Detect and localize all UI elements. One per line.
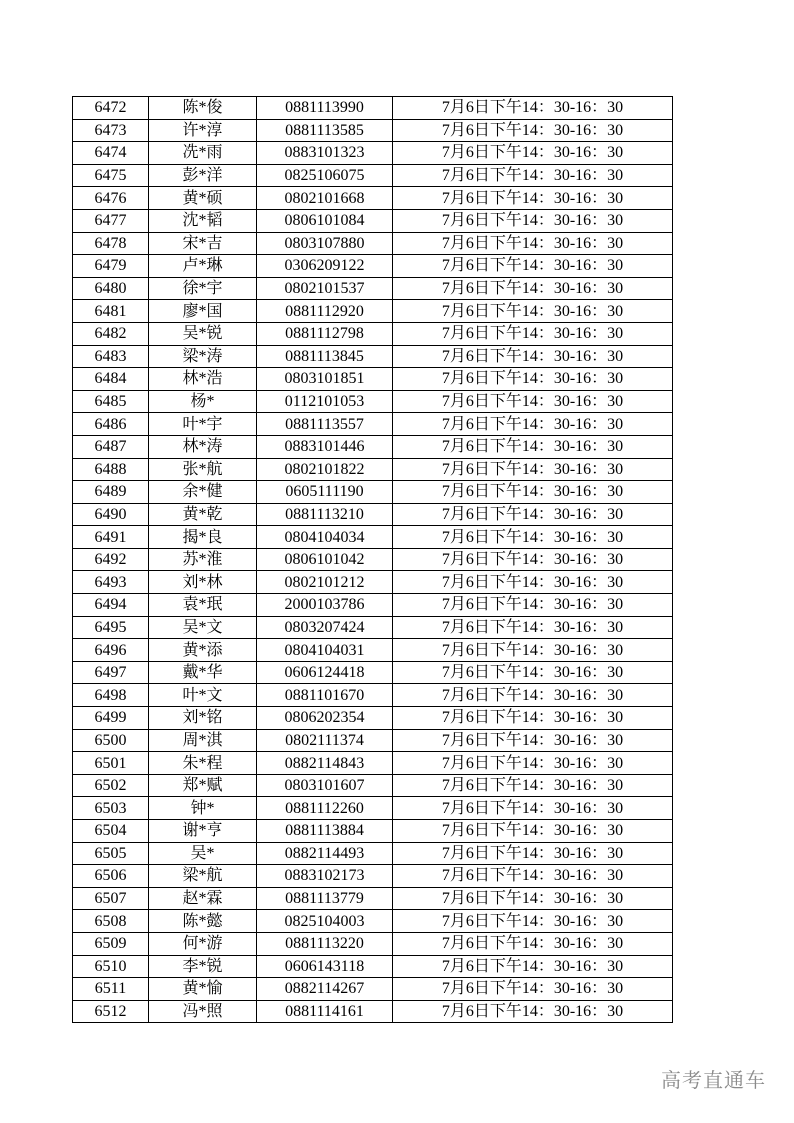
id-number-cell: 0804104034 — [257, 526, 393, 549]
name-cell: 许*淳 — [149, 119, 257, 142]
exam-time-cell: 7月6日下午14：30-16：30 — [393, 842, 673, 865]
name-cell: 黄*硕 — [149, 187, 257, 210]
table-row — [73, 368, 673, 391]
row-number-cell: 6505 — [73, 842, 149, 865]
name-cell: 黄*愉 — [149, 978, 257, 1001]
id-number-cell: 0803207424 — [257, 616, 393, 639]
id-number-cell: 0803107880 — [257, 232, 393, 255]
row-number-cell: 6500 — [73, 729, 149, 752]
exam-time-cell: 7月6日下午14：30-16：30 — [393, 865, 673, 888]
exam-time-cell: 7月6日下午14：30-16：30 — [393, 978, 673, 1001]
row-number-cell: 6483 — [73, 345, 149, 368]
exam-time-cell: 7月6日下午14：30-16：30 — [393, 887, 673, 910]
exam-time-cell: 7月6日下午14：30-16：30 — [393, 255, 673, 278]
exam-time-cell: 7月6日下午14：30-16：30 — [393, 142, 673, 165]
row-number-cell: 6487 — [73, 435, 149, 458]
name-cell: 林*涛 — [149, 435, 257, 458]
id-number-cell: 0882114267 — [257, 978, 393, 1001]
id-number-cell: 0881112260 — [257, 797, 393, 820]
name-cell: 朱*程 — [149, 752, 257, 775]
id-number-cell: 0883102173 — [257, 865, 393, 888]
table-row — [73, 322, 673, 345]
table-row — [73, 481, 673, 504]
row-number-cell: 6508 — [73, 910, 149, 933]
name-cell: 沈*韬 — [149, 209, 257, 232]
id-number-cell: 0802101668 — [257, 187, 393, 210]
row-number-cell: 6494 — [73, 594, 149, 617]
name-cell: 钟* — [149, 797, 257, 820]
id-number-cell: 0606143118 — [257, 955, 393, 978]
row-number-cell: 6503 — [73, 797, 149, 820]
name-cell: 冼*雨 — [149, 142, 257, 165]
exam-time-cell: 7月6日下午14：30-16：30 — [393, 684, 673, 707]
id-number-cell: 0803101851 — [257, 368, 393, 391]
exam-time-cell: 7月6日下午14：30-16：30 — [393, 345, 673, 368]
row-number-cell: 6486 — [73, 413, 149, 436]
row-number-cell: 6509 — [73, 932, 149, 955]
exam-time-cell: 7月6日下午14：30-16：30 — [393, 164, 673, 187]
row-number-cell: 6480 — [73, 277, 149, 300]
exam-time-cell: 7月6日下午14：30-16：30 — [393, 435, 673, 458]
row-number-cell: 6489 — [73, 481, 149, 504]
exam-time-cell: 7月6日下午14：30-16：30 — [393, 322, 673, 345]
row-number-cell: 6476 — [73, 187, 149, 210]
name-cell: 刘*林 — [149, 571, 257, 594]
name-cell: 苏*淮 — [149, 548, 257, 571]
table-row — [73, 435, 673, 458]
exam-time-cell: 7月6日下午14：30-16：30 — [393, 187, 673, 210]
row-number-cell: 6493 — [73, 571, 149, 594]
name-cell: 陈*俊 — [149, 97, 257, 120]
table-row — [73, 639, 673, 662]
watermark-text: 高考直通车 — [661, 1068, 766, 1092]
table-row — [73, 232, 673, 255]
row-number-cell: 6479 — [73, 255, 149, 278]
row-number-cell: 6507 — [73, 887, 149, 910]
row-number-cell: 6501 — [73, 752, 149, 775]
table-row — [73, 503, 673, 526]
name-cell: 吴*锐 — [149, 322, 257, 345]
row-number-cell: 6485 — [73, 390, 149, 413]
id-number-cell: 0806101084 — [257, 209, 393, 232]
id-number-cell: 0881113585 — [257, 119, 393, 142]
exam-time-cell: 7月6日下午14：30-16：30 — [393, 503, 673, 526]
row-number-cell: 6511 — [73, 978, 149, 1001]
exam-time-cell: 7月6日下午14：30-16：30 — [393, 300, 673, 323]
exam-time-cell: 7月6日下午14：30-16：30 — [393, 119, 673, 142]
table-row — [73, 1000, 673, 1023]
table-row — [73, 729, 673, 752]
exam-time-cell: 7月6日下午14：30-16：30 — [393, 661, 673, 684]
name-cell: 彭*洋 — [149, 164, 257, 187]
exam-time-cell: 7月6日下午14：30-16：30 — [393, 481, 673, 504]
table-row — [73, 119, 673, 142]
table-row — [73, 661, 673, 684]
table-row — [73, 548, 673, 571]
exam-time-cell: 7月6日下午14：30-16：30 — [393, 571, 673, 594]
row-number-cell: 6496 — [73, 639, 149, 662]
name-cell: 叶*宇 — [149, 413, 257, 436]
name-cell: 冯*照 — [149, 1000, 257, 1023]
table-row — [73, 865, 673, 888]
row-number-cell: 6492 — [73, 548, 149, 571]
id-number-cell: 0881113779 — [257, 887, 393, 910]
name-cell: 杨* — [149, 390, 257, 413]
table-row — [73, 955, 673, 978]
table-row — [73, 797, 673, 820]
table-row — [73, 187, 673, 210]
exam-time-cell: 7月6日下午14：30-16：30 — [393, 413, 673, 436]
table-row — [73, 164, 673, 187]
name-cell: 谢*亨 — [149, 820, 257, 843]
id-number-cell: 0881114161 — [257, 1000, 393, 1023]
id-number-cell: 0825104003 — [257, 910, 393, 933]
exam-time-cell: 7月6日下午14：30-16：30 — [393, 932, 673, 955]
table-row — [73, 684, 673, 707]
roster-table-body — [73, 97, 673, 1023]
exam-time-cell: 7月6日下午14：30-16：30 — [393, 955, 673, 978]
id-number-cell: 0804104031 — [257, 639, 393, 662]
id-number-cell: 0882114493 — [257, 842, 393, 865]
exam-time-cell: 7月6日下午14：30-16：30 — [393, 616, 673, 639]
row-number-cell: 6495 — [73, 616, 149, 639]
exam-time-cell: 7月6日下午14：30-16：30 — [393, 390, 673, 413]
row-number-cell: 6504 — [73, 820, 149, 843]
name-cell: 袁*珉 — [149, 594, 257, 617]
name-cell: 卢*琳 — [149, 255, 257, 278]
table-row — [73, 932, 673, 955]
row-number-cell: 6481 — [73, 300, 149, 323]
id-number-cell: 0825106075 — [257, 164, 393, 187]
id-number-cell: 0306209122 — [257, 255, 393, 278]
id-number-cell: 0881112920 — [257, 300, 393, 323]
id-number-cell: 0881113884 — [257, 820, 393, 843]
table-row — [73, 820, 673, 843]
id-number-cell: 0883101323 — [257, 142, 393, 165]
id-number-cell: 0883101446 — [257, 435, 393, 458]
row-number-cell: 6490 — [73, 503, 149, 526]
id-number-cell: 2000103786 — [257, 594, 393, 617]
exam-time-cell: 7月6日下午14：30-16：30 — [393, 548, 673, 571]
name-cell: 廖*国 — [149, 300, 257, 323]
table-row — [73, 277, 673, 300]
id-number-cell: 0806101042 — [257, 548, 393, 571]
roster-table — [72, 96, 673, 1023]
exam-time-cell: 7月6日下午14：30-16：30 — [393, 232, 673, 255]
exam-time-cell: 7月6日下午14：30-16：30 — [393, 910, 673, 933]
table-row — [73, 413, 673, 436]
id-number-cell: 0881113220 — [257, 932, 393, 955]
exam-time-cell: 7月6日下午14：30-16：30 — [393, 526, 673, 549]
name-cell: 宋*吉 — [149, 232, 257, 255]
table-row — [73, 526, 673, 549]
table-row — [73, 616, 673, 639]
table-row — [73, 910, 673, 933]
name-cell: 何*游 — [149, 932, 257, 955]
id-number-cell: 0112101053 — [257, 390, 393, 413]
row-number-cell: 6491 — [73, 526, 149, 549]
table-row — [73, 571, 673, 594]
row-number-cell: 6506 — [73, 865, 149, 888]
id-number-cell: 0802111374 — [257, 729, 393, 752]
row-number-cell: 6512 — [73, 1000, 149, 1023]
row-number-cell: 6482 — [73, 322, 149, 345]
id-number-cell: 0802101212 — [257, 571, 393, 594]
table-row — [73, 97, 673, 120]
name-cell: 郑*赋 — [149, 774, 257, 797]
row-number-cell: 6475 — [73, 164, 149, 187]
row-number-cell: 6498 — [73, 684, 149, 707]
row-number-cell: 6472 — [73, 97, 149, 120]
name-cell: 张*航 — [149, 458, 257, 481]
table-row — [73, 458, 673, 481]
table-row — [73, 142, 673, 165]
exam-time-cell: 7月6日下午14：30-16：30 — [393, 277, 673, 300]
exam-time-cell: 7月6日下午14：30-16：30 — [393, 707, 673, 730]
exam-time-cell: 7月6日下午14：30-16：30 — [393, 729, 673, 752]
name-cell: 林*浩 — [149, 368, 257, 391]
exam-time-cell: 7月6日下午14：30-16：30 — [393, 97, 673, 120]
id-number-cell: 0882114843 — [257, 752, 393, 775]
table-row — [73, 842, 673, 865]
table-row — [73, 978, 673, 1001]
name-cell: 叶*文 — [149, 684, 257, 707]
row-number-cell: 6488 — [73, 458, 149, 481]
name-cell: 陈*懿 — [149, 910, 257, 933]
table-row — [73, 255, 673, 278]
table-row — [73, 774, 673, 797]
table-row — [73, 594, 673, 617]
row-number-cell: 6499 — [73, 707, 149, 730]
name-cell: 吴*文 — [149, 616, 257, 639]
id-number-cell: 0881113845 — [257, 345, 393, 368]
table-row — [73, 707, 673, 730]
id-number-cell: 0881113557 — [257, 413, 393, 436]
row-number-cell: 6510 — [73, 955, 149, 978]
name-cell: 余*健 — [149, 481, 257, 504]
exam-time-cell: 7月6日下午14：30-16：30 — [393, 458, 673, 481]
table-row — [73, 209, 673, 232]
id-number-cell: 0881101670 — [257, 684, 393, 707]
exam-time-cell: 7月6日下午14：30-16：30 — [393, 752, 673, 775]
table-row — [73, 390, 673, 413]
row-number-cell: 6474 — [73, 142, 149, 165]
name-cell: 赵*霖 — [149, 887, 257, 910]
table-row — [73, 752, 673, 775]
name-cell: 梁*航 — [149, 865, 257, 888]
id-number-cell: 0606124418 — [257, 661, 393, 684]
id-number-cell: 0806202354 — [257, 707, 393, 730]
table-row — [73, 300, 673, 323]
table-row — [73, 345, 673, 368]
name-cell: 黄*添 — [149, 639, 257, 662]
name-cell: 周*淇 — [149, 729, 257, 752]
exam-time-cell: 7月6日下午14：30-16：30 — [393, 1000, 673, 1023]
name-cell: 梁*涛 — [149, 345, 257, 368]
id-number-cell: 0605111190 — [257, 481, 393, 504]
id-number-cell: 0802101537 — [257, 277, 393, 300]
exam-time-cell: 7月6日下午14：30-16：30 — [393, 820, 673, 843]
row-number-cell: 6478 — [73, 232, 149, 255]
exam-time-cell: 7月6日下午14：30-16：30 — [393, 639, 673, 662]
name-cell: 戴*华 — [149, 661, 257, 684]
id-number-cell: 0881113990 — [257, 97, 393, 120]
exam-time-cell: 7月6日下午14：30-16：30 — [393, 594, 673, 617]
name-cell: 吴* — [149, 842, 257, 865]
id-number-cell: 0881113210 — [257, 503, 393, 526]
id-number-cell: 0803101607 — [257, 774, 393, 797]
id-number-cell: 0802101822 — [257, 458, 393, 481]
row-number-cell: 6502 — [73, 774, 149, 797]
name-cell: 李*锐 — [149, 955, 257, 978]
row-number-cell: 6484 — [73, 368, 149, 391]
exam-time-cell: 7月6日下午14：30-16：30 — [393, 774, 673, 797]
name-cell: 揭*良 — [149, 526, 257, 549]
exam-time-cell: 7月6日下午14：30-16：30 — [393, 368, 673, 391]
name-cell: 黄*乾 — [149, 503, 257, 526]
row-number-cell: 6497 — [73, 661, 149, 684]
exam-time-cell: 7月6日下午14：30-16：30 — [393, 797, 673, 820]
id-number-cell: 0881112798 — [257, 322, 393, 345]
row-number-cell: 6477 — [73, 209, 149, 232]
row-number-cell: 6473 — [73, 119, 149, 142]
name-cell: 徐*宇 — [149, 277, 257, 300]
table-row — [73, 887, 673, 910]
name-cell: 刘*铭 — [149, 707, 257, 730]
exam-time-cell: 7月6日下午14：30-16：30 — [393, 209, 673, 232]
